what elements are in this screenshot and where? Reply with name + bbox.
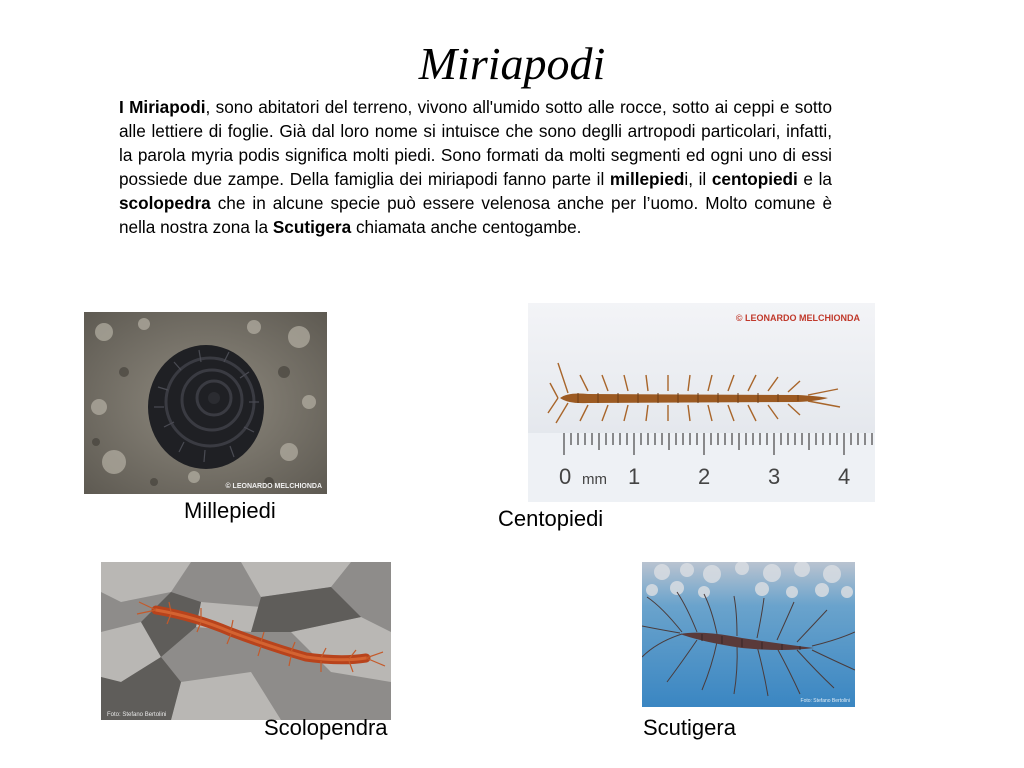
centopiedi-photo [528, 303, 875, 502]
intro-segment: centopiedi [711, 169, 798, 189]
centopiedi-credit: © LEONARDO MELCHIONDA [735, 313, 860, 323]
scutigera-credit: Foto: Stefano Bertolini [800, 698, 850, 704]
ruler-number: 0 [559, 464, 572, 489]
intro-segment: millepied [609, 169, 685, 189]
intro-segment: e la [797, 169, 832, 189]
intro-segment: che in alcune specie può essere velenosa anche per l’uomo. Molto comune è nella nostra zona la [119, 193, 832, 237]
intro-segment: I Miriapodi [119, 97, 206, 117]
scutigera-caption: Scutigera [643, 715, 736, 740]
millepiedi-credit: © LEONARDO MELCHIONDA [225, 483, 322, 490]
scutigera-photo [642, 562, 855, 707]
intro-paragraph [119, 95, 832, 239]
ruler-number: 4 [838, 464, 851, 489]
ruler-number: mm [582, 471, 607, 488]
ruler-number: 1 [628, 464, 641, 489]
intro-segment: Scutigera [272, 217, 352, 237]
intro-segment: , sono abitatori del terreno, vivono all'umido sotto alle rocce, sotto ai ceppi e sotto alle lettiere di foglie. Già dal loro nome si intuisce che sono deglli artropodi particolari, infatti, la parola myria podis significa molti piedi. Sono formati da molti segmenti ed ogni uno di essi possiede due zampe. Della famiglia dei miriapodi fanno parte il [119, 97, 833, 189]
centopiedi-caption: Centopiedi [498, 506, 604, 531]
ruler-number: 3 [768, 464, 781, 489]
intro-segment: i, il [684, 169, 712, 189]
scolopendra-credit: Foto: Stefano Bertolini [107, 712, 167, 718]
millepiedi-photo [84, 312, 327, 494]
ruler-number: 2 [698, 464, 711, 489]
intro-segment: chiamata anche centogambe. [351, 217, 582, 237]
scolopendra-photo [101, 562, 391, 720]
intro-segment: scolopedra [119, 193, 211, 213]
millepiedi-caption: Millepiedi [184, 498, 276, 523]
slide-title: Miriapodi [418, 38, 606, 89]
scolopendra-caption: Scolopendra [264, 715, 388, 740]
